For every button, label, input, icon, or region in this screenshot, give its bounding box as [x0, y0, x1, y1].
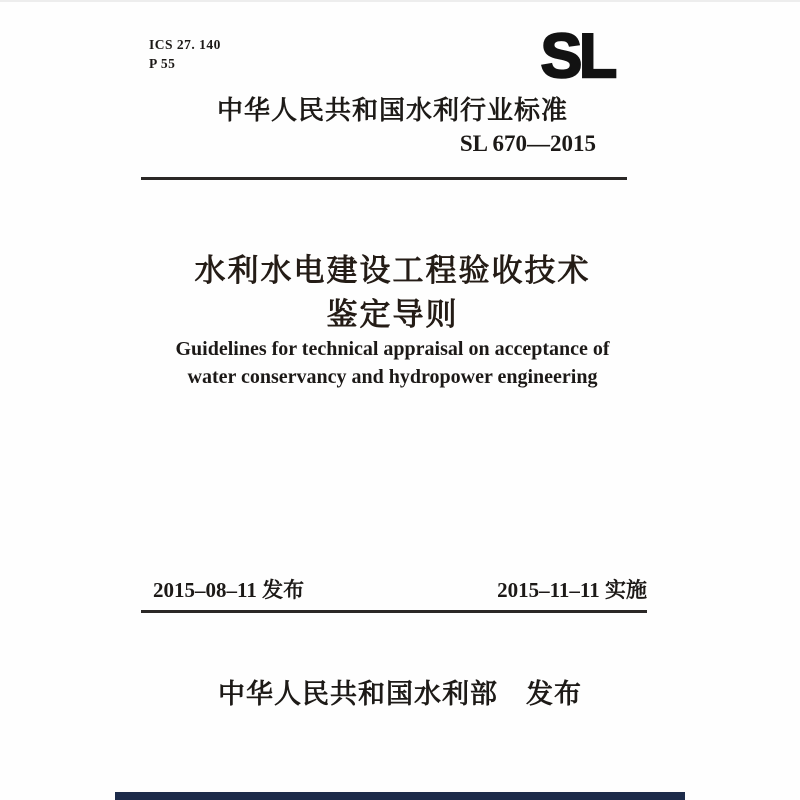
title-cn-line2: 鉴定导则: [326, 297, 459, 332]
standard-type-heading: 中华人民共和国水利行业标准: [216, 95, 568, 125]
sl-logo: SL: [540, 22, 614, 91]
cover-bottom-band: [115, 792, 685, 800]
classification-codes: [149, 35, 221, 73]
photo-top-edge: [0, 0, 800, 2]
title-en-line1: Guidelines for technical appraisal on acceptance of: [175, 338, 610, 360]
footer-divider-rule: [141, 610, 647, 613]
issue-date: 2015–08–11 发布: [153, 578, 305, 602]
header-divider-rule: [141, 177, 627, 180]
document-title-en: [100, 336, 685, 391]
p-class-code: P 55: [149, 56, 176, 71]
dates-row: [141, 574, 647, 604]
title-en-line2: water conservancy and hydropower engineering: [187, 365, 598, 388]
document-title-cn: [140, 249, 645, 337]
effective-date: 2015–11–11 实施: [497, 578, 647, 602]
publisher-line: 中华人民共和国水利部 发布: [218, 679, 582, 709]
ics-code: ICS 27. 140: [149, 37, 221, 52]
title-cn-line1: 水利水电建设工程验收技术: [194, 253, 591, 288]
standard-number: SL 670—2015: [459, 131, 596, 156]
